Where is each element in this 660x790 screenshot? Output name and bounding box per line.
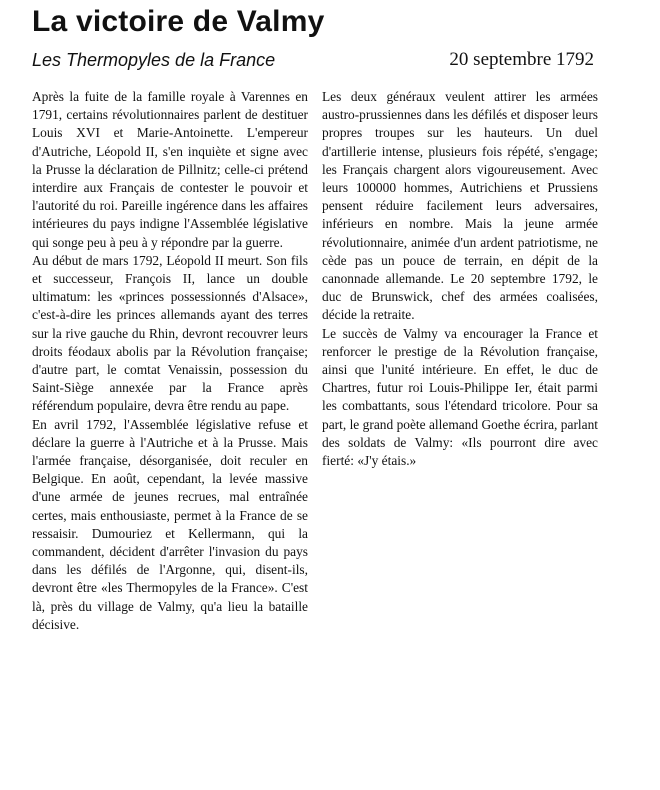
text-column-left: [32, 88, 308, 634]
paragraph: Après la fuite de la famille royale à Varennes en 1791, certains révolutionnaires parlent de destituer Louis XVI et Marie-Antoinette. L'empereur d'Autriche, Léopold II, s'en inquiète et signe avec la Prusse la déclaration de Pillnitz; celle-ci prétend interdire aux Français de contester le pouvoir et l'autorité du roi. Pareille ingérence dans les affaires intérieures du pays indigne l'Assemblée législative qui songe peu à peu à y répondre par la guerre.: [32, 89, 308, 250]
paragraph: En avril 1792, l'Assemblée législative refuse et déclare la guerre à l'Autriche et à la Prusse. Mais l'armée française, désorganisée, doit reculer en Belgique. En août, cependant, la levée massive d'une armée de jeunes recrues, mal entraînée certes, mais enthousiaste, permet à la France de se ressaisir. Dumouriez et Kellermann, qui la commandent, décident d'arrêter l'invasion du pays dans les défilés de l'Argonne, qui, disent-ils, devront être «les Thermopyles de la France». C'est là, près du village de Valmy, qu'a lieu la bataille décisive.: [32, 416, 308, 632]
text-column-right: [322, 88, 598, 470]
paragraph: Au début de mars 1792, Léopold II meurt. Son fils et successeur, François II, lance un double ultimatum: les «princes possessionnés d'Alsace», c'est-à-dire les princes allemands ayant des terres sur la rive gauche du Rhin, devront recouvrer leurs droits féodaux abolis par la Révolution française; d'autre part, le comtat Venaissin, possession du Saint-Siège annexée par la France après référendum populaire, devra être rendu au pape.: [32, 252, 308, 414]
article-title: La victoire de Valmy: [32, 5, 325, 38]
article-subtitle: Les Thermopyles de la France: [32, 50, 276, 70]
paragraph: Le succès de Valmy va encourager la France et renforcer le prestige de la Révolution française, ainsi que l'unité intérieure. En effet, le duc de Chartres, futur roi Louis-Philippe Ier, était parmi les combattants, sous l'étendard tricolore. Pour sa part, le grand poète allemand Goethe écrira, parlant des soldats de Valmy: «Ils pourront dire avec fierté: «J'y étais.»: [322, 325, 598, 469]
paragraph: Les deux généraux veulent attirer les armées austro-prussiennes dans les défilés et disposer leurs propres troupes sur les hauteurs. Un duel d'artillerie intense, plusieurs fois répété, s'engage; les Français chargent alors vigoureusement. Avec leurs 100000 hommes, Autrichiens et Prussiens pensent réduire facilement leurs adversaires, inférieurs en nombre. Mais la jeune armée révolutionnaire, animée d'un ardent patriotisme, ne cède pas un pouce de terrain, en dépit de la canonnade allemande. Le 20 septembre 1792, le duc de Brunswick, chef des armées coalisées, décide la retraite.: [322, 89, 598, 323]
article-date: 20 septembre 1792: [449, 49, 594, 70]
